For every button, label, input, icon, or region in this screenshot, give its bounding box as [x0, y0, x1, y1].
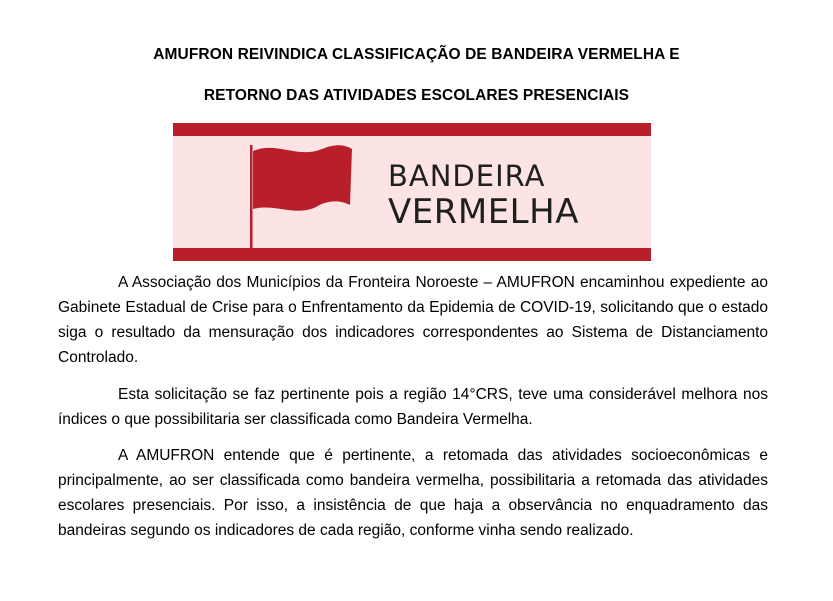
document-title-line-1: AMUFRON REIVINDICA CLASSIFICAÇÃO DE BANDEIRA VERMELHA E	[153, 46, 680, 63]
banner-title-line-2: VERMELHA	[388, 192, 579, 232]
paragraph-3: A AMUFRON entende que é pertinente, a retomada das atividades socioeconômicas e principalmente, ao ser classificada como bandeira vermelha, possibilitaria a retomada das atividades escolares presenciais. Por isso, a insistência de que haja a observância no enquadramento das bandeiras segundo os indicadores de cada região, conforme vinha sendo realizado.	[58, 447, 768, 539]
paragraph-1: A Associação dos Municípios da Fronteira Noroeste – AMUFRON encaminhou expediente ao Gabinete Estadual de Crise para o Enfrentamento da Epidemia de COVID-19, solicitando que o estado siga o resultado da mensuração dos indicadores correspondentes ao Sistema de Distanciamento Controlado.	[58, 274, 768, 366]
bandeira-vermelha-banner	[173, 123, 651, 261]
document-title-line-2: RETORNO DAS ATIVIDADES ESCOLARES PRESENCIAIS	[203, 87, 630, 104]
red-flag-icon	[246, 143, 356, 255]
banner-title-line-1: BANDEIRA	[388, 159, 546, 193]
banner-title	[388, 158, 579, 230]
paragraph-2: Esta solicitação se faz pertinente pois a região 14°CRS, teve uma considerável melhora nos índices o que possibilitaria ser classificada como Bandeira Vermelha.	[58, 386, 768, 428]
